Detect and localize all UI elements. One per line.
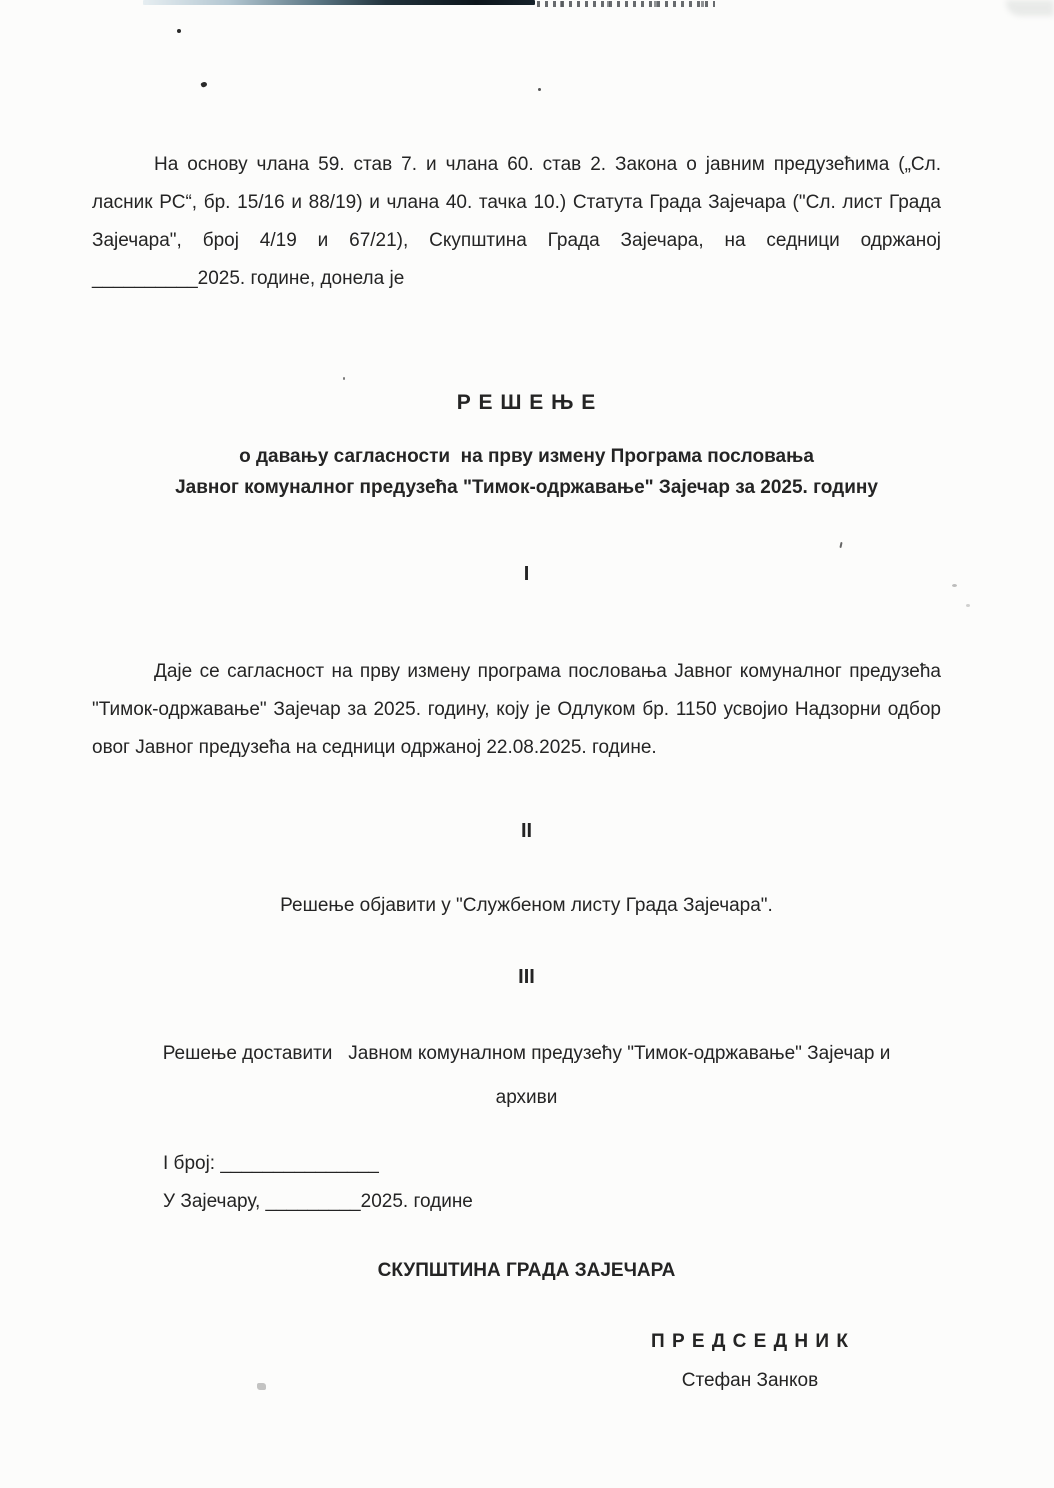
section-3-body: [82, 1032, 971, 1120]
scan-text-fragments-artifact: [537, 1, 715, 7]
decision-subtitle: [82, 441, 971, 503]
scan-speck: [839, 542, 842, 548]
assembly-name: СКУПШТИНА ГРАДА ЗАЈЕЧАРА: [377, 1260, 676, 1281]
preamble-paragraph: На основу члана 59. став 7. и члана 60. став 2. Закона о јавним предузећима („Сл. ласник РС“, бр. 15/16 и 88/19) и члана 40. тачка 10.) Статута Града Зајечара ("Сл. лист Града Зајечара", број 4/19 и 67/21), Скупштина Града Зајечара, на седници одржаној __________2025. године, донела је: [92, 154, 941, 289]
place-date-blank-line: У Зајечару, _________2025. године: [163, 1191, 473, 1212]
scan-smudge: [1006, 0, 1054, 16]
section-3-numeral: III: [518, 966, 535, 988]
decision-subtitle-line-2: Јавног комуналног предузећа "Тимок-одржавање" Зајечар за 2025. годину: [175, 477, 878, 498]
scan-speck: [538, 88, 541, 91]
section-1-body: Даје се сагласност на прву измену програма пословања Јавног комуналног предузећа "Тимок-одржавање" Зајечар за 2025. годину, коју је Одлуком бр. 1150 усвојио Надзорни одбор овог Јавног предузећа на седници одржаној 22.08.2025. године.: [92, 661, 941, 758]
president-title: П Р Е Д С Е Д Н И К: [651, 1331, 849, 1352]
president-name: Стефан Занков: [681, 1370, 819, 1391]
section-3-body-line-1: Решење доставити Јавном комуналном предузећу "Тимок-одржавање" Зајечар и: [162, 1043, 891, 1064]
decision-subtitle-line-1: о давању сагласности на прву измену Програма пословања: [239, 446, 814, 467]
decision-title: Р Е Ш Е Њ Е: [456, 391, 597, 414]
case-number-blank-line: I број: _______________: [163, 1153, 379, 1174]
section-1-numeral: I: [523, 563, 530, 585]
scan-speck: [966, 604, 970, 607]
section-2-numeral: II: [520, 820, 533, 842]
scan-speck: [200, 81, 208, 88]
scan-speck: [257, 1383, 266, 1390]
section-3-body-line-2: архиви: [495, 1087, 558, 1108]
section-2-body: Решење објавити у "Службеном листу Града Зајечара".: [280, 895, 773, 916]
scan-edge-artifact: [143, 0, 535, 5]
scan-speck: [343, 377, 345, 380]
scan-speck: [177, 29, 181, 33]
